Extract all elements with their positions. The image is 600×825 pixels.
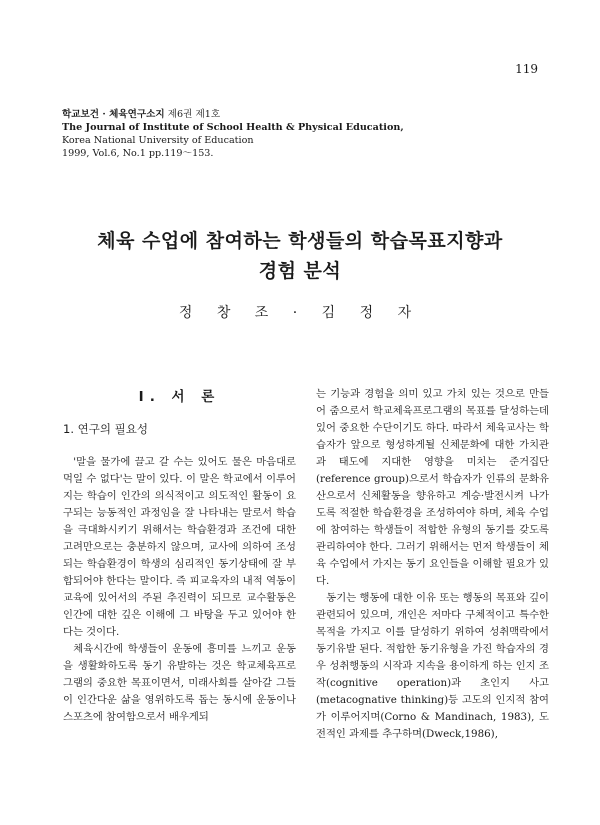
journal-korean-line [62,108,542,121]
journal-university: Korea National University of Education [62,135,254,146]
journal-citation: 1999, Vol.6, No.1 pp.119～153. [62,148,214,159]
right-column [316,386,549,743]
body-paragraph: 동기는 행동에 대한 이유 또는 행동의 목표와 깊이 관련되어 있으며, 개인은 저마다 구체적이고 특수한 목적을 가지고 이를 달성하기 위하여 성취맥락에서 동기유발 된다. 적합한 동기유형을 가진 학습자의 경우 성취행동의 시작과 지속을 용이하게 하는 인지 조작(cognitive operation)과 초인지 사고(metacognative thinking)등 고도의 인지적 참여가 이루어지며(Corno & Mandinach, 1983), 도전적인 과제를 추구하며(Dweck,1986), [316,592,549,740]
subsection-heading: 1. 연구의 필요성 [63,422,148,436]
journal-english-title: The Journal of Institute of School Health & Physical Education, [62,122,404,133]
journal-info [62,108,542,160]
journal-korean-volume: 제6권 제1호 [167,109,221,120]
paper-authors: 정 창 조 · 김 정 자 [178,305,422,321]
journal-korean-title: 학교보건 · 체육연구소지 [62,109,165,120]
body-paragraph: 체육시간에 학생들이 운동에 흥미를 느끼고 운동을 생활화하도록 동기 유발하는 것은 학교체육프로그램의 중요한 목표이면서, 미래사회를 살아갈 그들이 인간다운 삶을 영위하도록 돕는 동시에 운동이나 스포츠에 참여함으로서 배우게되 [63,643,296,723]
body-paragraph: 는 기능과 경험을 의미 있고 가치 있는 것으로 만들어 줌으로서 학교체육프로그램의 목표를 달성하는데 있어 중요한 수단이기도 하다. 따라서 체육교사는 학습자가 앞으로 형성하게될 신체문화에 대한 가치관과 태도에 지대한 영향을 미치는 준거집단(reference group)으로서 학습자가 인류의 문화유산으로서 신체활동을 향유하고 계승·발전시켜 나가도록 적절한 학습환경을 조성하여야 하며, 체육 수업에 참여하는 학생들이 적합한 유형의 동기를 갖도록 관리하여야 한다. 그러기 위해서는 먼저 학생들이 체육 수업에서 가지는 동기 요인들을 이해할 필요가 있다. [316,388,549,587]
section-heading: Ⅰ. 서 론 [138,389,221,405]
page-number: 119 [515,62,538,76]
paper-title-line-2: 경험 분석 [258,260,342,282]
paper-title [60,226,540,286]
paper-title-line-1: 체육 수업에 참여하는 학생들의 학습목표지향과 [97,230,503,252]
body-paragraph: '말을 물가에 끌고 갈 수는 있어도 물은 마음대로 먹일 수 없다'는 말이 있다. 이 말은 학교에서 이루어지는 학습이 인간의 의식적이고 의도적인 활동이 요구되는 능동적인 과정임을 잘 나타내는 말로서 학습을 극대화시키기 위해서는 학습환경과 조건에 대한 고려만으로는 충분하지 않으며, 교사에 의하여 조성되는 학습환경이 학생의 심리적인 동기상태에 잘 부합되어야 한다는 말이다. 즉 피교육자의 내적 역동이 교육에 있어서의 주된 추진력이 되므로 교수활동은 인간에 대한 깊은 이해에 그 바탕을 두고 있어야 한다는 것이다. [63,456,296,638]
left-column [63,386,296,726]
